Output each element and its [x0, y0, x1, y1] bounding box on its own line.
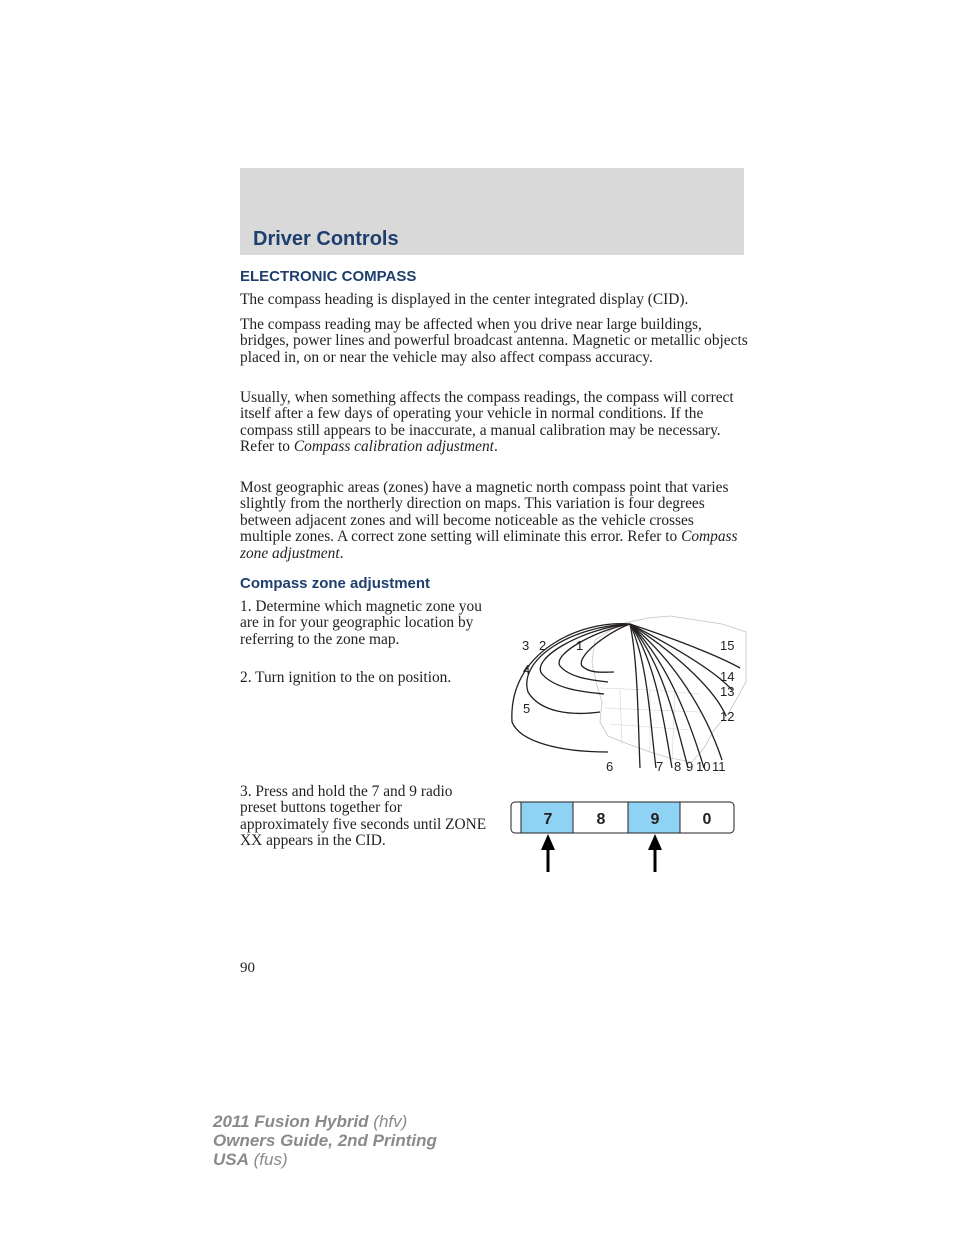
page-number: 90 [240, 960, 255, 976]
paragraph-cid: The compass heading is displayed in the center integrated display (CID). [240, 291, 689, 308]
zone-label-11: 11 [712, 759, 726, 774]
zone-label-15: 15 [720, 638, 735, 653]
step-2: 2. Turn ignition to the on position. [240, 669, 452, 686]
arrow-icon-9 [648, 834, 662, 872]
map-borders [600, 688, 700, 760]
preset-label-7: 7 [543, 811, 553, 828]
zone-label-10: 10 [696, 759, 711, 774]
zone-label-9: 9 [686, 759, 694, 774]
section-heading: ELECTRONIC COMPASS [240, 268, 417, 285]
radio-preset-figure [510, 798, 740, 876]
zone-label-6: 6 [606, 759, 614, 774]
arrow-icon-7 [541, 834, 555, 872]
footer [213, 1112, 437, 1169]
zone-label-12: 12 [720, 709, 735, 724]
zone-label-8: 8 [674, 759, 682, 774]
zone-reference: Compass zone adjustment [240, 528, 738, 562]
calibration-reference: Compass calibration adjustment [293, 438, 494, 456]
zone-label-7: 7 [656, 759, 664, 774]
paragraph-calibration: Usually, when something affects the compass readings, the compass will correct itself after a few days of operating your vehicle in normal conditions. If the compass still appears to be inaccurate, a manual calibration may be necessary. Refer to Compass calibration adjustment. [240, 389, 734, 456]
paragraph-interference: The compass reading may be affected when you drive near large buildings, bridges, power lines and powerful broadcast antenna. Magnetic or metallic objects placed in, on or near the vehicle may also affect compass accuracy. [240, 316, 748, 366]
zone-label-3: 3 [522, 638, 530, 653]
step-1: 1. Determine which magnetic zone you are in for your geographic location by referring to the zone map. [240, 598, 482, 648]
zone-label-4: 4 [523, 662, 531, 677]
step-3: 3. Press and hold the 7 and 9 radio preset buttons together for approximately five seconds until ZONE XX appears in the CID. [240, 783, 487, 850]
preset-label-8: 8 [596, 811, 606, 828]
preset-label-9: 9 [650, 811, 660, 828]
zone-label-1: 1 [576, 638, 584, 653]
preset-label-0: 0 [702, 811, 712, 828]
zone-label-13: 13 [720, 684, 735, 699]
zone-label-5: 5 [523, 701, 531, 716]
zone-label-14: 14 [720, 669, 735, 684]
footer-line-3: USA (fus) [213, 1150, 288, 1169]
zone-label-2: 2 [539, 638, 547, 653]
zone-labels [522, 638, 734, 774]
footer-line-1: 2011 Fusion Hybrid (hfv) [213, 1112, 408, 1131]
paragraph-zones: Most geographic areas (zones) have a magnetic north compass point that varies slightly from the northerly direction on maps. This variation is four degrees between adjacent zones and will become noticeable as the vehicle crosses multiple zones. A correct zone setting will eliminate this error. Refer to Compass zone adjustment. [240, 479, 738, 562]
section-title: Driver Controls [253, 228, 399, 250]
subheading: Compass zone adjustment [240, 575, 431, 592]
footer-line-2: Owners Guide, 2nd Printing [213, 1131, 437, 1150]
compass-zone-map [500, 612, 748, 776]
